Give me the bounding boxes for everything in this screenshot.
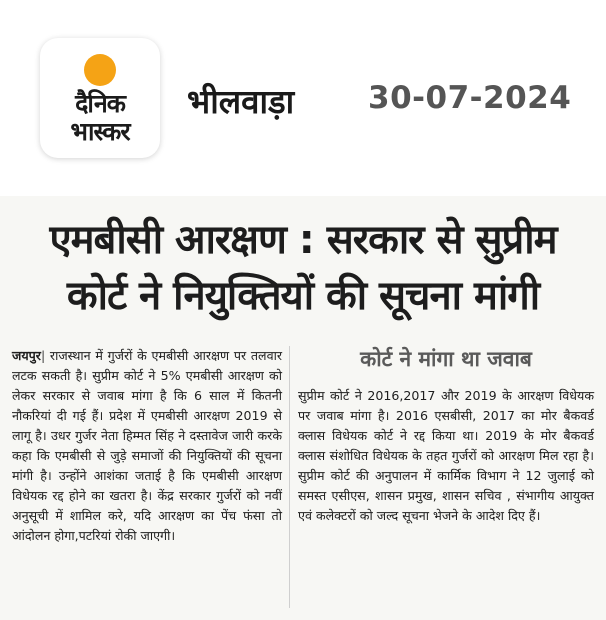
dateline-separator: | bbox=[40, 348, 50, 363]
article-left-column bbox=[12, 346, 282, 546]
edition-date: 30-07-2024 bbox=[368, 80, 572, 116]
right-column-text: सुप्रीम कोर्ट ने 2016,2017 और 2019 के आरक्षण विधेयक पर जवाब मांगा है। 2016 एसबीसी, 2017 का मोर बैकवर्ड क्लास विधेयक कोर्ट ने रद्द किया था। 2019 के मोर बैकवर्ड क्लास संशोधित विधेयक के तहत गुर्जरों को आरक्षण मिल रहा है। सुप्रीम कोर्ट की अनुपालन में कार्मिक विभाग ने 12 जुलाई को समस्त एसीएस, शासन प्रमुख, शासन सचिव , संभागीय आयुक्त एवं कलेक्टरों को जल्द सूचना भेजने के आदेश दिए हैं। bbox=[298, 388, 594, 523]
article-right-column bbox=[298, 386, 594, 526]
left-column-text: राजस्थान में गुर्जरों के एमबीसी आरक्षण पर तलवार लटक सकती है। सुप्रीम कोर्ट ने 5% एमबीसी आरक्षण को लेकर सरकार से जवाब मांगा है कि 6 साल में कितनी नौकरियां दी गई हैं। प्रदेश में एमबीसी आरक्षण 2019 से लागू है। उधर गुर्जर नेता हिम्मत सिंह ने दस्तावेज जारी करके कहा कि एमबीसी से जुड़े समाजों की नियुक्तियों की सूचना मांगी है। उन्होंने आशंका जताई है कि एमबीसी आरक्षण विधेयक रद्द होने का खतरा है। केंद्र सरकार गुर्जरों को नवीं अनुसूची में शामिल करे, यदि आरक्षण का पेंच फंसा तो आंदोलन होगा,पटरियां रोकी जाएगी। bbox=[12, 348, 283, 543]
sun-icon bbox=[84, 54, 116, 86]
edition-city: भीलवाड़ा bbox=[187, 82, 295, 121]
article-subheading: कोर्ट ने मांगा था जवाब bbox=[360, 347, 532, 371]
logo-text-line2: भास्कर bbox=[70, 117, 130, 146]
logo-text-line1: दैनिक bbox=[75, 89, 125, 118]
dateline: जयपुर bbox=[12, 348, 41, 363]
left-paragraph bbox=[12, 346, 282, 546]
column-divider bbox=[289, 346, 290, 608]
article-headline bbox=[0, 212, 606, 324]
headline-line-1: एमबीसी आरक्षण : सरकार से सुप्रीम bbox=[49, 217, 557, 263]
dainik-bhaskar-logo bbox=[40, 38, 160, 158]
headline-line-2: कोर्ट ने नियुक्तियों की सूचना मांगी bbox=[66, 273, 540, 319]
